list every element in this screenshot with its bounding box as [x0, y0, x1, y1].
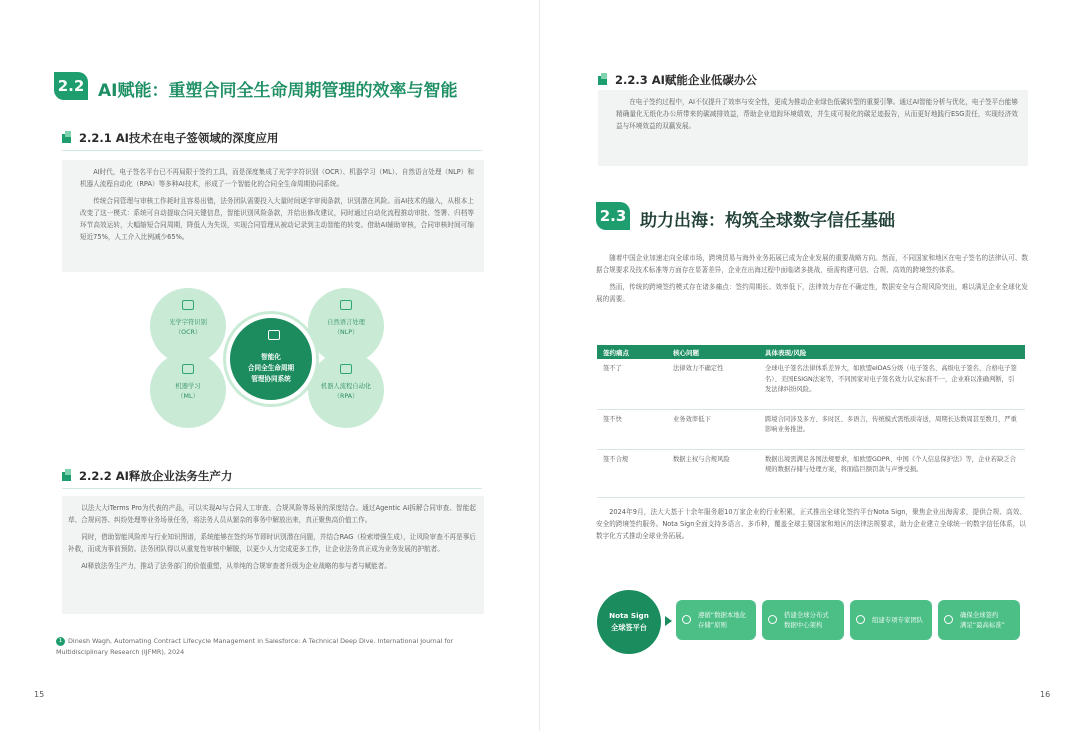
table-cell: 数据主权与合规风险 [667, 449, 759, 497]
divider [62, 488, 482, 489]
nota-sign-flow [592, 580, 1032, 660]
center-circle [226, 314, 316, 404]
footnote-text: Dinesh Wagh, Automating Contract Lifecycle Management in Salesforce: A Technical Deep Dive. International Journal for Multidisciplinary Research (IJFMR), 2024 [56, 637, 454, 656]
section-marker-icon [62, 134, 71, 143]
system-icon [268, 330, 280, 340]
section-title: 助力出海：构筑全球数字信任基础 [640, 211, 895, 231]
pain-point-table [597, 345, 1025, 498]
subsection-heading-2-2-1 [62, 130, 278, 146]
flow-step-label: 遵循“数据本地化 存储”原则 [698, 611, 747, 629]
table-cell: 业务效率低下 [667, 409, 759, 449]
ocr-label: 光学字符识别 （OCR） [169, 319, 207, 336]
center-label: 智能化 合同全生命周期 管理协同系统 [247, 353, 295, 383]
document-icon [182, 300, 194, 310]
paragraph: 传统合同管理与审核工作耗时且容易出错，法务团队需要投入大量时间逐字审阅条款，识别潜在风险。而AI技术的融入，从根本上改变了这一模式：系统可自动提取合同关键信息，智能识别风险条款，并给出修改建议，同时通过自动化流程推动审批、签署、归档等环节高效运转，大幅缩短合同周期，降低人为失误，实现合同管理从被动记录到主动智能的转变。借助AI辅助审核，合同审核时间可缩短近75%，人工介入比例减少65%。 [80, 197, 474, 241]
paragraph: 然而，传统的跨境签约模式存在诸多痛点：签约周期长、效率低下，法律效力存在不确定性，数据安全与合规风险突出，难以满足企业全球化发展的需要。 [596, 283, 1028, 303]
paragraph: 2024年9月，法大大基于十余年服务超10万家企业的行业积累，正式推出全球化签约平台Nota Sign，聚焦企业出海需求，提供合规、高效、安全的跨境签约服务。Nota Sign全面支持多语言、多币种，覆盖全球主要国家和地区的法律法规要求，助力企业建立全球统一的数字信任体系，以数字化方式推动全球业务拓展。 [596, 508, 1026, 540]
ml-label: 机器学习 （ML） [175, 383, 201, 400]
body-text [596, 506, 1026, 547]
flow-step [762, 600, 844, 640]
rpa-circle [308, 352, 384, 428]
paragraph: 在电子签约过程中，AI不仅提升了效率与安全性，更成为推动企业绿色低碳转型的重要引擎。通过AI智能分析与优化，电子签平台能够精确量化无纸化办公所带来的碳减排效益，帮助企业追踪环境绩效，并生成可视化的碳足迹报告，从而更好地践行ESG责任，实现经济效益与环境效益的双赢发展。 [616, 98, 1018, 130]
subsection-title: 2.2.1 AI技术在电子签领域的深度应用 [79, 131, 279, 145]
section-marker-icon [598, 76, 607, 85]
table-cell: 全球电子签名法律体系差异大，如欧盟eIDAS分级（电子签名、高级电子签名、合格电子签名）、美国ESIGN法案等，不同国家对电子签名效力认定标准不一，企业难以准确判断，引发法律纠纷风险。 [759, 359, 1025, 409]
table-cell: 数据出境需满足各国法规要求，如欧盟GDPR、中国《个人信息保护法》等，企业若缺乏合规的数据存储与处理方案，将面临巨额罚款与声誉受损。 [759, 449, 1025, 497]
section-number-badge: 2.3 [596, 202, 630, 230]
subsection-heading-2-2-2 [62, 468, 232, 484]
nlp-label: 自然语言处理 （NLP） [327, 319, 365, 336]
body-text [596, 252, 1028, 310]
paragraph: AI时代，电子签名平台已不再局限于签约工具，而是深度集成了光学字符识别（OCR）、机器学习（ML）、自然语言处理（NLP）和机器人流程自动化（RPA）等多种AI技术，形成了一个智能化的合同全生命周期协同系统。 [80, 168, 474, 188]
table-row [597, 449, 1025, 497]
paragraph: AI释放法务生产力，推动了法务部门的价值重塑，从单纯的合规审查者升级为企业战略的参与者与赋能者。 [81, 562, 391, 570]
check-icon [682, 615, 691, 624]
table-cell: 法律效力不确定性 [667, 359, 759, 409]
table-cell: 签不快 [597, 409, 667, 449]
chip-icon [182, 364, 194, 374]
body-text [68, 502, 476, 577]
rpa-label: 机器人流程自动化 （RPA） [320, 383, 372, 400]
subsection-heading-2-2-3 [598, 72, 757, 88]
arrow-icon [665, 616, 672, 626]
body-text [616, 96, 1018, 137]
ml-circle [150, 352, 226, 428]
flow-step [850, 600, 932, 640]
footnote [56, 636, 496, 658]
paragraph: 同时，借助智能风险库与行业知识图谱，系统能够在签约环节即时识别潜在问题，并结合RAG（检索增强生成），让风险审查不再是事后补救，而成为事前预防。法务团队得以从重复性审核中解脱，以更少人力完成更多工作，让企业法务真正成为业务发展的护航者。 [68, 533, 476, 553]
flow-start-node: Nota Sign 全球签平台 [597, 590, 661, 654]
table-cell: 跨境合同涉及多方、多时区、多语言，传统模式需纸质寄送，周期长达数周甚至数月，严重影响业务推进。 [759, 409, 1025, 449]
table-row [597, 359, 1025, 409]
body-text [80, 166, 474, 248]
flow-step [676, 600, 756, 640]
section-number-badge: 2.2 [54, 72, 88, 100]
flow-step-label: 组建专项专家团队 [872, 616, 924, 624]
page-number: 15 [34, 690, 45, 699]
team-icon [856, 615, 865, 624]
ai-tech-diagram [150, 288, 390, 428]
table-row [597, 409, 1025, 449]
flow-step [938, 600, 1020, 640]
paragraph: 以法大大iTerms Pro为代表的产品，可以实现AI与合同人工审查、合规风险等场景的深度结合。通过Agentic AI拆解合同审查、智能起草、合规问答、纠纷处理等业务场景任务，将法务人员从繁杂的事务中解放出来，真正聚焦高价值工作。 [68, 504, 476, 524]
table-cell: 签不合规 [597, 449, 667, 497]
flow-step-label: 搭建全球分布式 数据中心架构 [784, 611, 829, 629]
page-number: 16 [1040, 690, 1051, 699]
server-icon [768, 615, 777, 624]
section-title: AI赋能：重塑合同全生命周期管理的效率与智能 [98, 81, 458, 101]
footnote-number: 1 [56, 637, 65, 646]
table-cell: 签不了 [597, 359, 667, 409]
subsection-title: 2.2.2 AI释放企业法务生产力 [79, 469, 233, 483]
flow-step-label: 确保全球签约 满足“最高标准” [960, 611, 1005, 629]
table-header: 具体表现/风险 [759, 345, 1025, 359]
table-header: 签约痛点 [597, 345, 667, 359]
table-header: 核心问题 [667, 345, 759, 359]
chat-icon [340, 300, 352, 310]
paragraph: 随着中国企业加速走向全球市场，跨境贸易与海外业务拓展已成为企业发展的重要战略方向。然而，不同国家和地区在电子签名的法律认可、数据合规要求及技术标准等方面存在显著差异，企业在出海过程中面临诸多挑战，亟需构建可信、合规、高效的跨境签约体系。 [596, 254, 1028, 274]
shield-icon [944, 615, 953, 624]
robot-icon [340, 364, 352, 374]
section-marker-icon [62, 472, 71, 481]
divider [62, 150, 482, 151]
subsection-title: 2.2.3 AI赋能企业低碳办公 [615, 73, 757, 87]
